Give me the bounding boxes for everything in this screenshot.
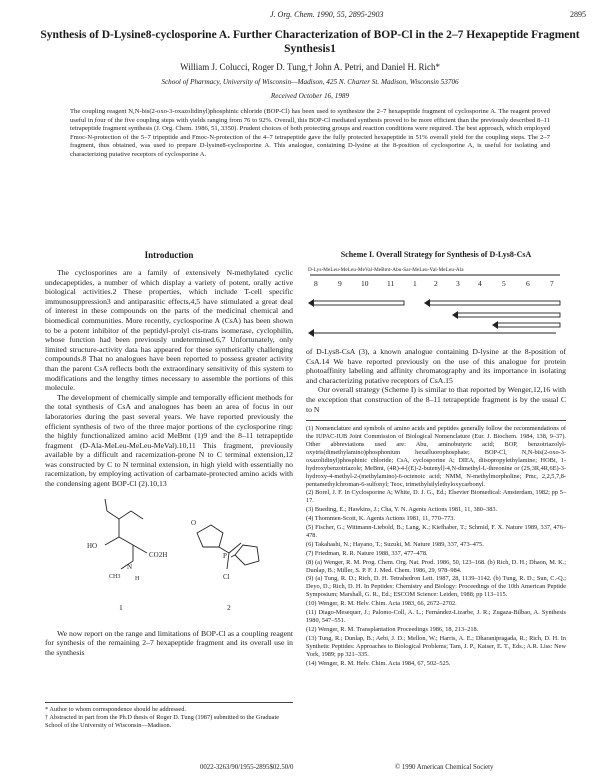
left-column: [45, 250, 293, 657]
introduction-heading: Introduction: [144, 250, 194, 260]
reference-7: (7) Friedman, R. R. Nature 1988, 337, 477–478.: [306, 549, 428, 557]
arrowhead-5: [308, 329, 314, 337]
arrow-8-11: [312, 301, 404, 305]
paper-title: Synthesis of D-Lysine8-cyclosporine A. Further Characterization of BOP-Cl in the 2–7 Hexapeptide Fragment Synthesis1: [40, 29, 580, 55]
chemical-structures: [45, 495, 293, 625]
hydrogen-label: H: [135, 575, 140, 582]
n-methyl-label: N: [127, 562, 133, 571]
methyl-label: CH3: [109, 573, 121, 580]
compound-2-label: 2: [227, 602, 231, 612]
author-footnotes: [45, 702, 293, 730]
carboxyl-label: CO2H: [149, 550, 168, 559]
position-3: 3: [456, 279, 460, 288]
references: [306, 420, 566, 667]
arrowhead-1: [308, 299, 314, 307]
compound-1-label: 1: [119, 602, 123, 612]
reference-13: (13) Tung, R.; Dunlap, B.; Aebi, J. D.; Mellon, W.; Harris, A. E.; Dharanipragada, R.; Rich, D. H. In Synthetic Peptides: Approaches to Biological Problems; Tam, J. P., Kaiser, E. T., Eds.; A.R. Liss: New York, 1989; pp 321–335.: [306, 634, 566, 658]
scheme-figure: [306, 265, 566, 341]
reference-3: (3) Bueding, E.; Hawkins, J.; Cha, Y. N. Agents Actions 1981, 11, 380–383.: [306, 506, 498, 514]
arrowhead-2: [424, 299, 430, 307]
corresponding-author-note: * Author to whom correspondence should be addressed.: [45, 706, 186, 713]
position-9: 9: [338, 279, 342, 288]
position-11: 11: [387, 279, 395, 288]
position-5: 5: [502, 279, 506, 288]
position-6: 6: [526, 279, 530, 288]
abstract: The coupling reagent N,N-bis(2-oxo-3-oxazolidinyl)phosphinic chloride (BOP-Cl) has been used to synthesize the 2–7 hexapeptide fragment of cyclosporine A. The reagent proved useful in four of the five coupling steps with yields ranging from 76 to 92%. Overall, this BOP-Cl mediated synthesis proved to be more efficient than the previously described 8–11 tetrapeptide fragment synthesis (J. Org. Chem. 1986, 51, 3350). Prudent choices of both protecting groups and reaction conditions were required. The best approach, which employed Fmoc-N-protection of the 5–7 tripeptide and Fmoc-N-protection of the 4–7 tetrapeptide gave the fully protected hexapeptide in 51% overall yield for the coupling steps. The 2–7 fragment, thus obtained, was used to prepare D-lysine8-cyclosporine A. This analogue, containing D-lysine at the 8-position of cyclosporine A, is useful for isolating and characterizing putative receptors of cyclosporine A.: [70, 108, 550, 158]
reference-2: (2) Borel, J. F. In Cyclosporine A; White, D. J. G., Ed.; Elsevier Biomedical: Amsterdam, 1982; pp 5–17.: [306, 489, 566, 505]
arrow-5-7: [496, 323, 560, 327]
affiliation: School of Pharmacy, University of Wisconsin—Madison, 425 N. Charter St. Madison, Wisconsin 53706: [161, 78, 459, 86]
received-date: Received October 16, 1989: [270, 92, 350, 100]
right-paragraph-1: of D-Lys8-CsA (3), a known analogue containing D-lysine at the 8-position of CsA.14 We have reported previously on the use of this analogue for protein photoaffinity labeling and affinity chromatography and its importance in isolating and characterizing putative receptors of CsA.15: [306, 347, 566, 385]
position-7: 7: [550, 279, 554, 288]
arrowhead-3: [452, 311, 458, 319]
reference-5: (5) Fischer, G.; Wittmann-Liebold, B.; Lang, K.; Kiefhaber, T.; Schmid, F. X. Nature 1989, 337, 476–478.: [306, 524, 566, 539]
right-paragraph-2: Our overall strategy (Scheme I) is similar to that reported by Wenger,12,16 with the exception that construction of the 8–11 tetrapeptide fragment is by the usual C to N: [306, 385, 566, 414]
arrow-2-7: [428, 301, 560, 305]
thesis-note: † Abstracted in part from the Ph.D thesis of Roger D. Tung (1987) submitted to the Graduate School of the University of Wisconsin—Madison.: [45, 713, 280, 729]
reference-12: (12) Wenger, R. M. Transplantation Proceedings 1986, 18, 213–218.: [306, 625, 479, 633]
scheme-sequence: D-Lys-MeLeu-MeLeu-MeVal-MeBmt-Abu-Sar-MeLeu-Val-MeLeu-Ala: [308, 267, 464, 273]
reference-9: (9) (a) Tung, R. D.; Rich, D. H. Tetrahedron Lett. 1987, 28, 1139–1142. (b) Tung, R. D.; Sun, C.-Q.; Deyo, D.; Rich, D. H. In Peptides: Chemistry and Biology: Proceedings of the 10th American Peptide Symposium; Marshall, G. R., Ed.; ESCOM Science: Leiden, 1988; pp 113–115.: [306, 575, 566, 599]
reference-14: (14) Wenger, R. M. Helv. Chim. Acta 1984, 67, 502–525.: [306, 659, 451, 667]
reference-10: (10) Wenger, R. M. Helv. Chim. Acta 1983, 66, 2672–2702.: [306, 600, 457, 608]
intro-paragraph-3: We now report on the range and limitations of BOP-Cl as a coupling reagent for synthesis of the remaining 2–7 hexapeptide fragment and its overall use in the synthesis: [45, 628, 293, 657]
structure-2: [197, 525, 259, 569]
journal-citation: J. Org. Chem. 1990, 55, 2895-2903: [270, 10, 384, 19]
structures-figure: [45, 495, 293, 625]
reference-6: (6) Takahashi, N.; Hayano, T.; Suzuki, M. Nature 1989, 337, 473–475.: [306, 540, 484, 548]
structure-1: [105, 499, 147, 569]
reference-1: (1) Nomenclature and symbols of amino acids and peptides generally follow the recommendations of the IUPAC-IUB Joint Commission of Biological Nomenclature (Eur. J. Biochem. 1984, 138, 9–37). Other abbreviations used are: Abu, aminobutyric acid; BOP, benzotriazolyl-oxytris(dimethylamino)phosphonium hexafluorophosphate; BOP-Cl, N,N-bis(2-oxo-3-oxazolidinyl)phosphinic chloride; CsA, cyclosporine A; DIEA, diisopropylethylamine; HOBt, 1-hydroxybenzotriazole; MeBmt, (4R)-4-[(E)-2-butenyl]-4,N-dimethyl-L-threonine or (2S,3R,4R,6E)-3-hydroxy-4-methyl-2-(methylamino)-6-octenoic acid; NMM, N-methylmorpholine; Pmc, 2,2,5,7,8-pentamethylchroman-6-sulfonyl; Teoc, trimethylsilylethyloxycarbonyl.: [306, 425, 566, 488]
position-4: 4: [478, 279, 482, 288]
intro-paragraph-2: The development of chemically simple and temporally efficient methods for the total synthesis of CsA and analogues has been an area of focus in our laboratories during the past several years. We have reported previously the efficient synthesis of two of the three major portions of the cyclosporine ring: the highly functionalized amino acid MeBmt (1)9 and the 8–11 tetrapeptide fragment (D-Ala-MeLeu-MeLeu-MeVal).10,11 This fragment, previously available by a difficult and racemization-prone N to C terminal extension,12 was constructed by C to N terminal extension, in high yield with essentially no racemization, by employing activation of carbamate-protected amino acids with the condensing agent BOP-Cl (2).10,13: [45, 392, 293, 489]
phosphorus-label: P: [223, 551, 227, 560]
author-list: William J. Colucci, Roger D. Tung,† John A. Petri, and Daniel H. Rich*: [180, 62, 440, 72]
arrow-4-7: [456, 313, 560, 317]
reference-8: (8) (a) Wenger, R. M. Prog. Chem. Org. Nat. Prod. 1986, 50, 123–168. (b) Rich, D. H.; Dhaon, M. K.; Dunlap, B.; Miller, S. P. F. J. Med. Chem. 1986, 29, 978–984.: [306, 558, 566, 574]
page-number: 2895: [570, 10, 586, 19]
arrowhead-4: [492, 321, 498, 329]
intro-paragraph-1: The cyclosporines are a family of extensively N-methylated cyclic undecapeptides, a number of which display a variety of potent, orally active biological activities.2 These properties, which include T-cell specific immunosuppression3 and antiparasitic effects,4,5 have stimulated a great deal of interest in these compounds on the parts of the medicinal chemical and biomedical communities. More recently, cyclosporine A (CsA) has been shown to be a potent inhibitor of the peptidyl-prolyl cis-trans isomerase, cyclophilin, whose function had been previously undetermined.6,7 Unfortunately, only limited structure-activity data has appeared for these synthetically challenging compounds.8 That no analogues have been reported to possess greater activity than the parent CsA reflects both the extraordinary sensitivity of this system to modifications and the lengthy times necessary to assemble the portions of this molecule.: [45, 268, 293, 393]
scheme-arrows: [306, 265, 566, 341]
position-10: 10: [361, 279, 369, 288]
position-8: 8: [314, 279, 318, 288]
issn-code: 0022-3263/90/1955-2895$02.50/0: [200, 764, 294, 771]
chloride-label: Cl: [223, 572, 230, 581]
position-2: 2: [434, 279, 438, 288]
copyright: © 1990 American Chemical Society: [395, 764, 494, 771]
right-column: [306, 250, 566, 668]
oxygen-label: O: [191, 518, 197, 527]
position-1: 1: [413, 279, 417, 288]
reference-4: (4) Thommen-Scott, K. Agents Actions 1981, 11, 770–773.: [306, 515, 456, 523]
reference-11: (11) Diago-Mesequer, J.; Palomo-Coll, A. L.; Fernández-Lizarbe, J. R.; Zugaza-Bilbao, A. Synthesis 1980, 547–551.: [306, 609, 566, 624]
scheme-title: Scheme I. Overall Strategy for Synthesis of D-Lys8-CsA: [340, 250, 532, 259]
hydroxyl-label: HO: [87, 541, 98, 550]
